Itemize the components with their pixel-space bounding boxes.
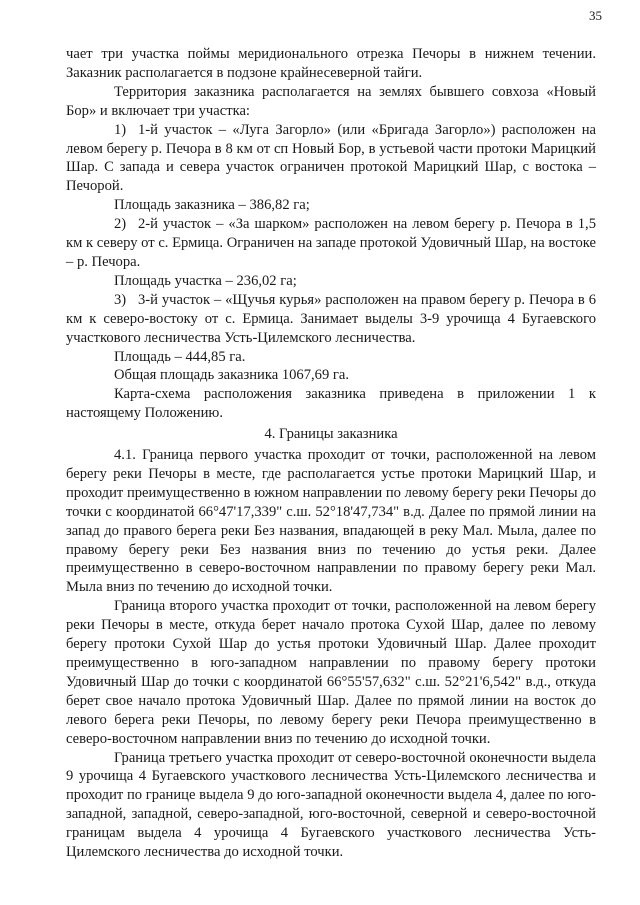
paragraph-area-1: Площадь заказника – 386,82 га; bbox=[114, 197, 310, 214]
paragraph-boundary-3: Граница третьего участка проходит от северо-восточной оконечности выдела 9 урочища 4 Бугаевского участкового лесничества Усть-Цилемского лесничества и проходит по границе выдела 9 до юго-западной оконечности выдела 4, далее по юго-западной, западной, северо-западной, юго-восточной, северной и северо-восточной границам выдела 4 урочища 4 Бугаевского участкового лесничества Усть-Цилемского лесничества до исходной точки. bbox=[66, 749, 596, 861]
paragraph-boundary-1: 4.1. Граница первого участка проходит от точки, расположенной на левом берегу реки Печоры в месте, где располагается устье протоки Марицкий Шар, и проходит преимущественно в южном направлении по левому берегу реки Печоры до точки с координатой 66°47'17,339" с.ш. 52°18'47,734" в.д. Далее по прямой линии на запад до правого берега реки Без названия, впадающей в реку Мал. Мыла, далее по правому берегу реки Без названия вниз по течению до устья реки. Далее преимущественно в северо-восточном направлении по правому берегу реки Мал. Мыла вниз по течению до исходной точки. bbox=[66, 447, 596, 596]
paragraph-boundary-2: Граница второго участка проходит от точки, расположенной на левом берегу реки Печоры в месте, откуда берет начало протока Сухой Шар, далее по левому берегу протоки Сухой Шар до устья протоки Удовичный Шар. Далее проходит преимущественно в юго-западном направлении по правому берегу протоки Удовичный Шар до точки с координатой 66°55'57,632" с.ш. 52°21'6,542" в.д., откуда берет свое начало протока Удовичный Шар. Далее по прямой линии на восток до левого берега реки Печоры, по левому берегу реки Печора преимущественно в северо-восточном направлении вниз по течению до исходной точки. bbox=[66, 598, 596, 747]
paragraph-area-2: Площадь участка – 236,02 га; bbox=[114, 272, 297, 289]
list-number: 2) bbox=[114, 216, 127, 233]
section-heading: 4. Границы заказника bbox=[264, 426, 398, 443]
list-number: 3) bbox=[114, 291, 127, 308]
paragraph-area-3: Площадь – 444,85 га. bbox=[114, 348, 246, 365]
list-item-text: 2-й участок – «За шарком» расположен на левом берегу р. Печора в 1,5 км к северу от с. Ермица. Ограничен на западе протокой Удовичный Шар, на востоке – р. Печора. bbox=[66, 216, 596, 270]
document-body bbox=[66, 45, 596, 862]
paragraph-continuation: чает три участка поймы меридионального отрезка Печоры в нижнем течении. Заказник располагается в подзоне крайнесеверной тайги. bbox=[66, 46, 596, 81]
list-item-plot-2 bbox=[66, 215, 596, 272]
list-item-plot-1 bbox=[66, 121, 596, 197]
paragraph-territory: Территория заказника располагается на землях бывшего совхоза «Новый Бор» и включает три участка: bbox=[66, 83, 596, 119]
paragraph-total-area: Общая площадь заказника 1067,69 га. bbox=[114, 367, 350, 384]
list-item-plot-3 bbox=[66, 291, 596, 348]
list-item-text: 1-й участок – «Луга Загорло» (или «Бригада Загорло») расположен на левом берегу р. Печора в 8 км от сп Новый Бор, в устьевой части протоки Марицкий Шар. С запада и севера участок ограничен протокой Марицкий Шар, с востока – Печорой. bbox=[66, 121, 596, 195]
list-number: 1) bbox=[114, 121, 127, 138]
page-number: 35 bbox=[589, 8, 602, 23]
list-item-text: 3-й участок – «Щучья курья» расположен на правом берегу р. Печора в 6 км к северо-востоку от с. Ермица. Занимает выделы 3-9 урочища 4 Бугаевского участкового лесничества Усть-Цилемского лесничества. bbox=[66, 291, 596, 346]
paragraph-map-reference: Карта-схема расположения заказника приведена в приложении 1 к настоящему Положению. bbox=[66, 386, 596, 422]
